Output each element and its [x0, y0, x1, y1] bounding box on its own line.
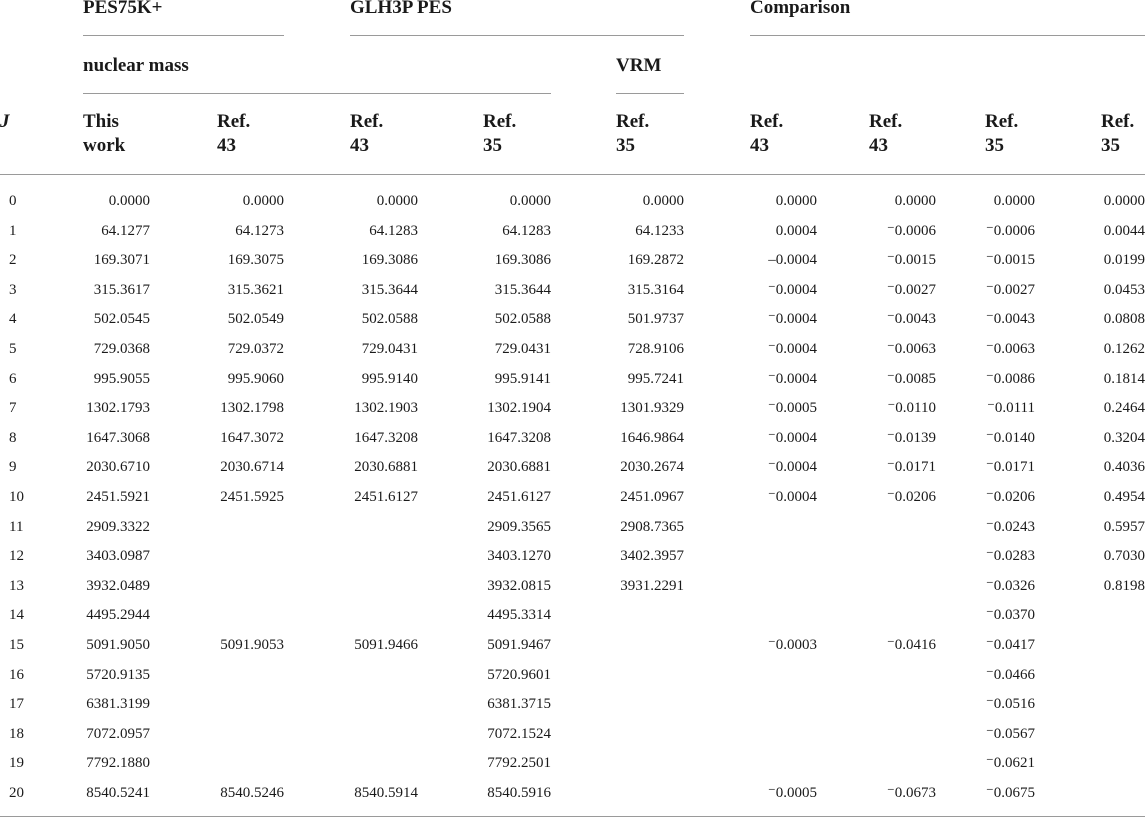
table-cell: 2030.6881	[354, 459, 418, 475]
table-cell: 169.2872	[627, 252, 684, 268]
table-cell: 169.3071	[93, 252, 150, 268]
table-cell: 64.1273	[235, 223, 284, 239]
table-cell: ⁻0.0085	[886, 371, 936, 387]
table-cell: 0.0000	[993, 193, 1035, 209]
column-header-ref	[217, 110, 250, 158]
table-cell: 1647.3068	[86, 430, 150, 446]
row-j-value: 2	[9, 252, 17, 268]
table-cell: ⁻0.0673	[886, 785, 936, 801]
table-cell: 502.0545	[93, 311, 150, 327]
table-cell: ⁻0.0110	[887, 400, 936, 416]
table-cell: 0.2464	[1103, 400, 1145, 416]
table-cell: ⁻0.0111	[986, 400, 1035, 416]
table-cell: 1302.1798	[220, 400, 284, 416]
table-cell: 2908.7365	[620, 519, 684, 535]
table-cell: 995.9140	[361, 371, 418, 387]
table-cell: 0.5957	[1103, 519, 1145, 535]
table-cell: ⁻0.0243	[985, 519, 1035, 535]
table-cell: 1647.3072	[220, 430, 284, 446]
row-j-value: 16	[9, 667, 24, 683]
table-cell: ⁻0.0005	[767, 785, 817, 801]
column-header-line: Ref.	[750, 111, 784, 132]
table-cell: ⁻0.0171	[886, 459, 936, 475]
table-cell: ⁻0.0206	[985, 489, 1035, 505]
table-cell: ⁻0.0027	[886, 282, 936, 298]
table-cell: 64.1277	[101, 223, 150, 239]
table-cell: 2451.5925	[220, 489, 284, 505]
subheader-vrm: VRM	[616, 55, 662, 76]
table-cell: 169.3086	[361, 252, 418, 268]
table-cell: ⁻0.0416	[886, 637, 936, 653]
row-j-value: 19	[9, 755, 24, 771]
row-j-value: 9	[9, 459, 17, 475]
table-cell: 2451.6127	[487, 489, 551, 505]
column-header-line: This	[83, 111, 119, 132]
table-cell: 64.1233	[635, 223, 684, 239]
table-cell: 315.3164	[627, 282, 684, 298]
table-cell: 995.9055	[93, 371, 150, 387]
table-cell: ⁻0.0063	[985, 341, 1035, 357]
table-cell: 2030.6881	[487, 459, 551, 475]
column-header-j: J	[0, 111, 10, 132]
table-cell: 0.0000	[642, 193, 684, 209]
table-cell: ⁻0.0006	[985, 223, 1035, 239]
table-cell: ⁻0.0063	[886, 341, 936, 357]
table-cell: ⁻0.0086	[985, 371, 1035, 387]
rule-glh3p	[350, 35, 684, 36]
table-cell: 0.8198	[1103, 578, 1145, 594]
table-cell: 3931.2291	[620, 578, 684, 594]
table-cell: 0.0000	[894, 193, 936, 209]
table-cell: 502.0588	[494, 311, 551, 327]
column-header-line: 43	[350, 135, 369, 156]
column-header-line: 43	[217, 135, 236, 156]
table-cell: ⁻0.0015	[985, 252, 1035, 268]
row-j-value: 6	[9, 371, 17, 387]
table-cell: 2451.0967	[620, 489, 684, 505]
row-j-value: 7	[9, 400, 17, 416]
group-header-pes75k: PES75K+	[83, 0, 163, 18]
table-cell: 169.3086	[494, 252, 551, 268]
column-header-line: work	[83, 135, 126, 156]
table-cell: 6381.3199	[86, 696, 150, 712]
table-cell: 502.0588	[361, 311, 418, 327]
table-cell: 8540.5916	[487, 785, 551, 801]
table-cell: 8540.5246	[220, 785, 284, 801]
table-cell: 0.0000	[509, 193, 551, 209]
table-cell: 0.0453	[1103, 282, 1145, 298]
table-cell: 64.1283	[502, 223, 551, 239]
table-cell: 5091.9050	[86, 637, 150, 653]
column-header-line: Ref.	[217, 111, 251, 132]
row-j-value: 18	[9, 726, 24, 742]
rule-vrm	[616, 93, 684, 94]
column-header-line: Ref.	[869, 111, 903, 132]
column-header-ref	[750, 110, 783, 158]
table-cell: 5091.9466	[354, 637, 418, 653]
table-cell: 0.4954	[1103, 489, 1145, 505]
column-header-ref	[1101, 110, 1134, 158]
rule-comparison	[750, 35, 1145, 36]
column-header-line: Ref.	[350, 111, 384, 132]
table-cell: ⁻0.0004	[767, 282, 817, 298]
row-j-value: 10	[9, 489, 24, 505]
table-cell: –0.0004	[768, 252, 817, 268]
column-header-line: Ref.	[985, 111, 1019, 132]
table-cell: 2030.6710	[86, 459, 150, 475]
table-cell: 3402.3957	[620, 548, 684, 564]
table-cell: 1301.9329	[620, 400, 684, 416]
table-cell: 1302.1903	[354, 400, 418, 416]
column-header-line: Ref.	[616, 111, 650, 132]
table-cell: ⁻0.0043	[886, 311, 936, 327]
column-header-ref	[483, 110, 516, 158]
column-header-ref	[869, 110, 902, 158]
table-cell: 0.0000	[242, 193, 284, 209]
table-cell: 0.0000	[1103, 193, 1145, 209]
table-cell: 2909.3322	[86, 519, 150, 535]
table-cell: 2451.5921	[86, 489, 150, 505]
row-j-value: 20	[9, 785, 24, 801]
table-cell: 7072.0957	[86, 726, 150, 742]
table-cell: 2030.2674	[620, 459, 684, 475]
table-cell: 2451.6127	[354, 489, 418, 505]
rule-table-bottom	[0, 816, 1145, 817]
table-cell: 4495.3314	[487, 607, 551, 623]
table-cell: 5091.9053	[220, 637, 284, 653]
group-header-comparison: Comparison	[750, 0, 851, 18]
row-j-value: 17	[9, 696, 24, 712]
row-j-value: 13	[9, 578, 24, 594]
table-cell: 315.3644	[494, 282, 551, 298]
column-header-ref	[985, 110, 1018, 158]
table-cell: ⁻0.0516	[985, 696, 1035, 712]
table-cell: ⁻0.0004	[767, 459, 817, 475]
row-j-value: 1	[9, 223, 17, 239]
table-cell: ⁻0.0015	[886, 252, 936, 268]
table-cell: 2030.6714	[220, 459, 284, 475]
table-cell: 3932.0489	[86, 578, 150, 594]
table-cell: 0.0044	[1103, 223, 1145, 239]
table-cell: 728.9106	[627, 341, 684, 357]
table-cell: ⁻0.0370	[985, 607, 1035, 623]
table-cell: 0.4036	[1103, 459, 1145, 475]
table-cell: 0.0004	[775, 223, 817, 239]
table-cell: 729.0368	[93, 341, 150, 357]
table-cell: ⁻0.0004	[767, 430, 817, 446]
rule-nuclear-mass	[83, 93, 551, 94]
table-cell: 315.3621	[227, 282, 284, 298]
table-cell: 0.0808	[1103, 311, 1145, 327]
table-cell: ⁻0.0003	[767, 637, 817, 653]
table-cell: 995.7241	[627, 371, 684, 387]
table-cell: 169.3075	[227, 252, 284, 268]
table-cell: 1647.3208	[354, 430, 418, 446]
row-j-value: 5	[9, 341, 17, 357]
group-header-glh3p: GLH3P PES	[350, 0, 452, 18]
row-j-value: 0	[9, 193, 17, 209]
table-cell: 6381.3715	[487, 696, 551, 712]
table-cell: 1302.1793	[86, 400, 150, 416]
table-cell: 7072.1524	[487, 726, 551, 742]
row-j-value: 15	[9, 637, 24, 653]
column-header-line: Ref.	[1101, 111, 1135, 132]
table-cell: 3403.1270	[487, 548, 551, 564]
table-cell: 5720.9135	[86, 667, 150, 683]
column-header-line: 35	[1101, 135, 1120, 156]
table-cell: ⁻0.0005	[767, 400, 817, 416]
row-j-value: 3	[9, 282, 17, 298]
table-cell: ⁻0.0206	[886, 489, 936, 505]
table-cell: 8540.5914	[354, 785, 418, 801]
column-header-line: 35	[985, 135, 1004, 156]
column-header-line: 35	[616, 135, 635, 156]
column-header-ref	[350, 110, 383, 158]
table-cell: 995.9060	[227, 371, 284, 387]
column-header-line: Ref.	[483, 111, 517, 132]
table-cell: ⁻0.0004	[767, 371, 817, 387]
table-cell: 502.0549	[227, 311, 284, 327]
table-cell: 1302.1904	[487, 400, 551, 416]
rule-pes75k	[83, 35, 284, 36]
column-header-line: 43	[869, 135, 888, 156]
table-cell: 315.3617	[93, 282, 150, 298]
table-cell: ⁻0.0326	[985, 578, 1035, 594]
table-cell: 729.0372	[227, 341, 284, 357]
column-header-this-work	[83, 110, 125, 158]
table-cell: 64.1283	[369, 223, 418, 239]
table-cell: ⁻0.0004	[767, 489, 817, 505]
table-cell: ⁻0.0140	[985, 430, 1035, 446]
table-cell: ⁻0.0004	[767, 341, 817, 357]
table-cell: 0.7030	[1103, 548, 1145, 564]
table-cell: ⁻0.0006	[886, 223, 936, 239]
table-cell: 995.9141	[494, 371, 551, 387]
table-cell: ⁻0.0466	[985, 667, 1035, 683]
table-cell: 5091.9467	[487, 637, 551, 653]
table-cell: ⁻0.0567	[985, 726, 1035, 742]
table-cell: 8540.5241	[86, 785, 150, 801]
table-cell: 0.1262	[1103, 341, 1145, 357]
table-cell: 0.0000	[775, 193, 817, 209]
column-header-line: 43	[750, 135, 769, 156]
table-cell: 3403.0987	[86, 548, 150, 564]
table-cell: ⁻0.0283	[985, 548, 1035, 564]
rule-header-bottom	[0, 174, 1145, 175]
table-cell: 1647.3208	[487, 430, 551, 446]
table-cell: 0.3204	[1103, 430, 1145, 446]
table-cell: ⁻0.0621	[985, 755, 1035, 771]
table-cell: 729.0431	[494, 341, 551, 357]
table-cell: 501.9737	[627, 311, 684, 327]
subheader-nuclear-mass: nuclear mass	[83, 55, 189, 76]
table-cell: 0.0000	[108, 193, 150, 209]
table-cell: ⁻0.0171	[985, 459, 1035, 475]
table-cell: 729.0431	[361, 341, 418, 357]
row-j-value: 11	[9, 519, 24, 535]
table-cell: 7792.2501	[487, 755, 551, 771]
table-cell: 5720.9601	[487, 667, 551, 683]
table-cell: 315.3644	[361, 282, 418, 298]
table-cell: ⁻0.0675	[985, 785, 1035, 801]
column-header-ref	[616, 110, 649, 158]
table-cell: 0.0199	[1103, 252, 1145, 268]
table-cell: ⁻0.0004	[767, 311, 817, 327]
table-cell: 3932.0815	[487, 578, 551, 594]
table-cell: 4495.2944	[86, 607, 150, 623]
table-cell: 1646.9864	[620, 430, 684, 446]
row-j-value: 12	[9, 548, 24, 564]
table-cell: ⁻0.0043	[985, 311, 1035, 327]
row-j-value: 4	[9, 311, 17, 327]
row-j-value: 8	[9, 430, 17, 446]
column-header-line: 35	[483, 135, 502, 156]
table-cell: ⁻0.0027	[985, 282, 1035, 298]
table-cell: 0.0000	[376, 193, 418, 209]
table-cell: ⁻0.0417	[985, 637, 1035, 653]
table-cell: 7792.1880	[86, 755, 150, 771]
table-cell: 2909.3565	[487, 519, 551, 535]
row-j-value: 14	[9, 607, 24, 623]
table-cell: ⁻0.0139	[886, 430, 936, 446]
table-cell: 0.1814	[1103, 371, 1145, 387]
